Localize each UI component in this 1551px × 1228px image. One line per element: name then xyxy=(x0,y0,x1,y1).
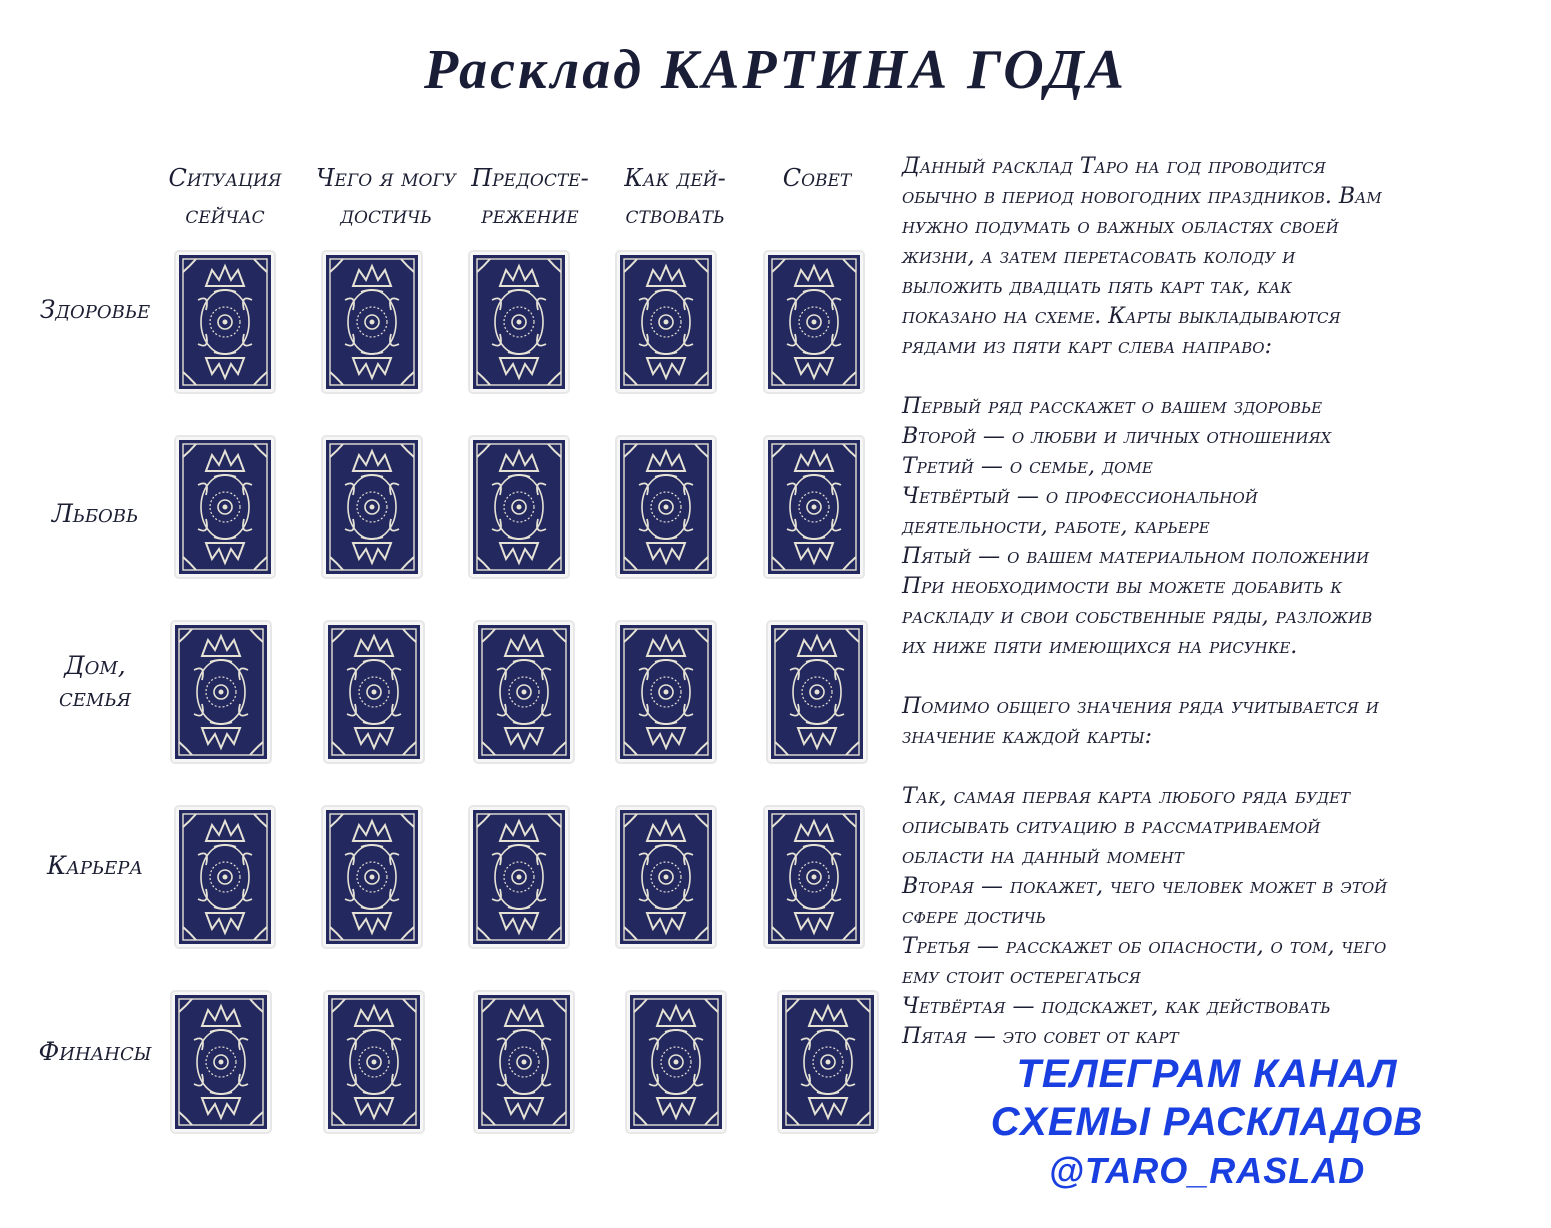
crown-card-back-icon xyxy=(617,437,715,577)
promo-channel-name: СХЕМЫ РАСКЛАДОВ xyxy=(990,1100,1424,1144)
tarot-card-row4-col3[interactable] xyxy=(470,807,568,947)
column-header-line: режение xyxy=(481,201,579,229)
description-line: Так, самая первая карта любого ряда будет xyxy=(902,784,1351,809)
promo-channel-title: ТЕЛЕГРАМ КАНАЛ xyxy=(1016,1052,1398,1096)
row-label-home xyxy=(20,650,170,714)
row-label-line: семья xyxy=(58,683,131,712)
description-line: области на данный момент xyxy=(902,844,1184,869)
crown-card-back-icon xyxy=(617,252,715,392)
description-line: выложить двадцать пять карт так, как xyxy=(902,274,1292,299)
tarot-card-row5-col1[interactable] xyxy=(172,992,270,1132)
tarot-card-row2-col1[interactable] xyxy=(176,437,274,577)
crown-card-back-icon xyxy=(475,622,573,762)
crown-card-back-icon xyxy=(172,992,270,1132)
column-header-action xyxy=(600,160,750,234)
row-label-line: Льбовь xyxy=(51,499,139,528)
crown-card-back-icon xyxy=(323,252,421,392)
crown-card-back-icon xyxy=(470,807,568,947)
tarot-card-row2-col4[interactable] xyxy=(617,437,715,577)
column-header-line: Совет xyxy=(782,164,852,192)
tarot-card-row2-col3[interactable] xyxy=(470,437,568,577)
crown-card-back-icon xyxy=(323,807,421,947)
tarot-card-row1-col2[interactable] xyxy=(323,252,421,392)
crown-card-back-icon xyxy=(470,437,568,577)
promo-handle[interactable]: @TARO_RASLAD xyxy=(1048,1150,1366,1191)
column-header-achieve xyxy=(307,160,465,234)
description-line: Третья — расскажет об опасности, о том, чего xyxy=(902,934,1387,959)
column-header-line: сейчас xyxy=(185,201,265,229)
crown-card-back-icon xyxy=(325,992,423,1132)
column-header-situation xyxy=(150,160,300,234)
description-line: Четвёртая — подскажет, как действовать xyxy=(902,994,1331,1019)
tarot-card-row1-col1[interactable] xyxy=(176,252,274,392)
page-title: Расклад КАРТИНА ГОДА xyxy=(424,39,1127,101)
row-label-line: Дом, xyxy=(64,651,126,680)
description-line: ему стоит остерегаться xyxy=(902,964,1141,989)
description-line: описывать ситуацию в рассматриваемой xyxy=(902,814,1321,839)
tarot-card-row4-col2[interactable] xyxy=(323,807,421,947)
crown-card-back-icon xyxy=(475,992,573,1132)
description-line: Третий — о семье, доме xyxy=(902,454,1153,479)
column-header-line: Предосте- xyxy=(471,164,589,192)
tarot-card-row3-col3[interactable] xyxy=(475,622,573,762)
description-line: Второй — о любви и личных отношениях xyxy=(902,424,1332,449)
crown-card-back-icon xyxy=(765,807,863,947)
description-line: Первый ряд расскажет о вашем здоровье xyxy=(902,394,1323,419)
column-header-advice xyxy=(742,160,892,197)
column-header-line: достичь xyxy=(340,201,432,229)
description-gap xyxy=(902,662,1532,692)
tarot-card-row1-col4[interactable] xyxy=(617,252,715,392)
description-gap xyxy=(902,752,1532,782)
description-line: Пятая — это совет от карт xyxy=(902,1024,1179,1049)
tarot-card-row4-col1[interactable] xyxy=(176,807,274,947)
row-label-health xyxy=(20,294,170,326)
crown-card-back-icon xyxy=(779,992,877,1132)
crown-card-back-icon xyxy=(617,807,715,947)
description-line: нужно подумать о важных областях своей xyxy=(902,214,1339,239)
tarot-card-row5-col2[interactable] xyxy=(325,992,423,1132)
description-line: рядами из пяти карт слева направо: xyxy=(902,334,1272,359)
crown-card-back-icon xyxy=(470,252,568,392)
column-header-line: Как дей- xyxy=(624,164,726,192)
row-label-career xyxy=(20,850,170,882)
crown-card-back-icon xyxy=(176,437,274,577)
tarot-card-row1-col3[interactable] xyxy=(470,252,568,392)
description-line: При необходимости вы можете добавить к xyxy=(902,574,1343,599)
tarot-card-row5-col3[interactable] xyxy=(475,992,573,1132)
description-line: Четвёртый — о профессиональной xyxy=(902,484,1258,509)
description-line: их ниже пяти имеющихся на рисунке. xyxy=(902,634,1298,659)
crown-card-back-icon xyxy=(765,437,863,577)
description-line: обычно в период новогодних праздников. Вам xyxy=(902,184,1382,209)
tarot-card-row2-col5[interactable] xyxy=(765,437,863,577)
row-label-line: Финансы xyxy=(38,1037,152,1066)
tarot-card-row3-col5[interactable] xyxy=(768,622,866,762)
crown-card-back-icon xyxy=(765,252,863,392)
tarot-card-row2-col2[interactable] xyxy=(323,437,421,577)
description-line: показано на схеме. Карты выкладываются xyxy=(902,304,1341,329)
description-line: Вторая — покажет, чего человек может в этой xyxy=(902,874,1388,899)
description-line: Пятый — о вашем материальном положении xyxy=(902,544,1370,569)
crown-card-back-icon xyxy=(768,622,866,762)
row-label-line: Карьера xyxy=(46,851,144,880)
description-line: деятельности, работе, карьере xyxy=(902,514,1210,539)
tarot-card-row4-col4[interactable] xyxy=(617,807,715,947)
tarot-card-row1-col5[interactable] xyxy=(765,252,863,392)
tarot-card-row4-col5[interactable] xyxy=(765,807,863,947)
description-line: сфере достичь xyxy=(902,904,1046,929)
crown-card-back-icon xyxy=(627,992,725,1132)
description-line: раскладу и свои собственные ряды, разложив xyxy=(902,604,1373,629)
crown-card-back-icon xyxy=(323,437,421,577)
crown-card-back-icon xyxy=(617,622,715,762)
row-label-line: Здоровье xyxy=(39,295,151,324)
crown-card-back-icon xyxy=(176,807,274,947)
tarot-card-row3-col4[interactable] xyxy=(617,622,715,762)
description-line: жизни, а затем перетасовать колоду и xyxy=(902,244,1296,269)
description-gap xyxy=(902,362,1532,392)
crown-card-back-icon xyxy=(325,622,423,762)
crown-card-back-icon xyxy=(172,622,270,762)
tarot-card-row3-col2[interactable] xyxy=(325,622,423,762)
tarot-card-row3-col1[interactable] xyxy=(172,622,270,762)
column-header-line: ствовать xyxy=(625,201,725,229)
tarot-card-row5-col5[interactable] xyxy=(779,992,877,1132)
row-label-finance xyxy=(20,1036,170,1068)
row-label-love xyxy=(20,498,170,530)
column-header-warning xyxy=(455,160,605,234)
tarot-card-row5-col4[interactable] xyxy=(627,992,725,1132)
description-line: Помимо общего значения ряда учитывается и xyxy=(902,694,1379,719)
crown-card-back-icon xyxy=(176,252,274,392)
column-header-line: Ситуация xyxy=(168,164,282,192)
description-line: Данный расклад Таро на год проводится xyxy=(902,154,1326,179)
description-text xyxy=(902,152,1532,1052)
column-header-line: Чего я могу xyxy=(315,164,457,192)
description-line: значение каждой карты: xyxy=(902,724,1153,749)
